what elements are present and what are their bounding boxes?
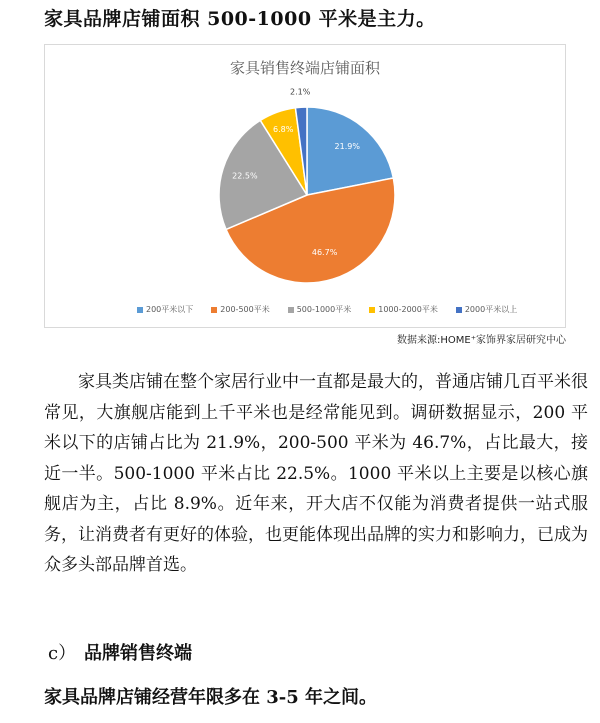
legend-label: 200平米以下 [146, 305, 194, 314]
legend-item-5 [456, 304, 517, 315]
slice-label-4: 6.8% [272, 124, 294, 134]
legend-swatch [288, 307, 294, 313]
chart-legend [137, 304, 517, 315]
pie-chart [45, 45, 565, 327]
subsection-title: 品牌销售终端 [84, 643, 192, 664]
legend-label: 2000平米以上 [464, 305, 518, 314]
slice-label-5: 2.1% [289, 87, 311, 97]
subsection-heading [48, 639, 192, 665]
slice-label-3: 22.5% [232, 171, 258, 181]
legend-swatch [211, 307, 217, 313]
slice-label-2: 46.7% [311, 248, 338, 258]
pie-chart-figure [44, 44, 566, 328]
slice-label-1: 21.9% [334, 142, 360, 152]
section-heading-bottom: 家具品牌店铺经营年限多在 3-5 年之间。 [44, 687, 378, 708]
legend-item-1 [137, 304, 193, 315]
legend-item-3 [288, 304, 352, 315]
legend-swatch [369, 307, 375, 313]
legend-label: 500-1000平米 [296, 305, 352, 314]
body-paragraph: 家具类店铺在整个家居行业中一直都是最大的，普通店铺几百平米很常见，大旗舰店能到上千平米也是经常能见到。调研数据显示，200 平米以下的店铺占比为 21.9%，200-500 平米为 46.7%，占比最大，接近一半。500-1000 平米占比 22.5%。1000 平米以上主要是以核心旗舰店为主，占比 8.9%。近年来，开大店不仅能为消费者提供一站式服务，让消费者有更好的体验，也更能体现出品牌的实力和影响力，已成为众多头部品牌首选。 [44, 372, 588, 575]
subsection-marker: c） [48, 643, 77, 664]
legend-swatch [137, 307, 143, 313]
legend-label: 1000-2000平米 [378, 305, 438, 314]
legend-item-4 [369, 304, 438, 315]
legend-swatch [456, 307, 462, 313]
section-heading-top: 家具品牌店铺面积 500-1000 平米是主力。 [44, 8, 436, 30]
chart-title: 家具销售终端店铺面积 [229, 59, 380, 77]
legend-item-2 [211, 304, 269, 315]
legend-label: 200-500平米 [220, 305, 270, 314]
data-source-note: 数据来源:HOME⁺家饰界家居研究中心 [397, 335, 566, 346]
